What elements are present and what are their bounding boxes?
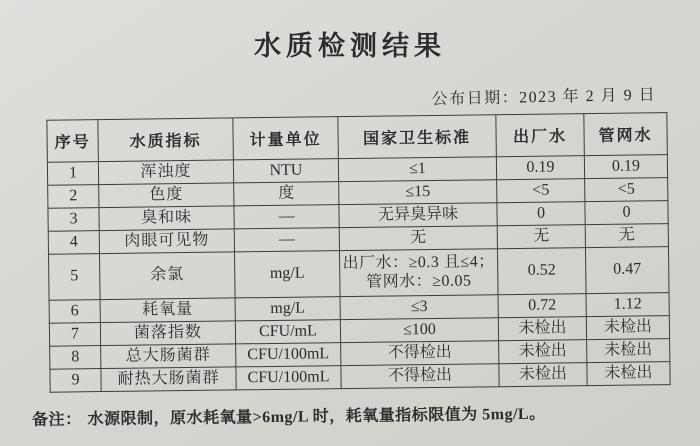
- cell-indicator: 浑浊度: [98, 160, 233, 185]
- cell-unit: —: [234, 228, 339, 252]
- cell-unit: CFU/mL: [235, 320, 340, 344]
- cell-network: 0.47: [585, 247, 669, 294]
- header-network-water: 管网水: [584, 113, 668, 156]
- cell-standard: ≤100: [340, 318, 498, 343]
- cell-indicator: 菌落指数: [100, 321, 235, 346]
- cell-standard: 无异臭异味: [339, 203, 497, 228]
- cell-network: 未检出: [587, 339, 670, 363]
- cell-no: 9: [50, 369, 101, 393]
- cell-network: 1.12: [586, 293, 669, 317]
- cell-no: 2: [48, 185, 99, 209]
- publish-date-value: 2023 年 2 月 9 日: [518, 86, 657, 107]
- cell-factory: 0: [497, 202, 585, 226]
- cell-standard: 不得检出: [341, 364, 499, 389]
- page-title: 水质检测结果: [254, 31, 446, 61]
- water-quality-table: [46, 112, 670, 393]
- cell-factory: 未检出: [499, 363, 587, 387]
- cell-no: 5: [49, 254, 101, 301]
- cell-no: 6: [49, 300, 100, 324]
- header-unit: 计量单位: [233, 117, 339, 160]
- cell-standard: 出厂水：≥0.3 且≤4； 管网水：≥0.05: [339, 249, 498, 297]
- cell-unit: NTU: [233, 159, 338, 183]
- cell-unit: mg/L: [235, 297, 340, 321]
- cell-no: 4: [48, 231, 99, 255]
- cell-network: 0.19: [584, 155, 667, 179]
- cell-indicator: 肉眼可见物: [99, 229, 234, 254]
- cell-network: <5: [585, 178, 668, 202]
- publish-date-label: 公布日期：: [431, 89, 520, 109]
- footnote-label: 备注：: [31, 411, 82, 429]
- cell-network: 未检出: [587, 362, 670, 386]
- cell-factory: 0.72: [498, 294, 586, 318]
- cell-network: 0: [585, 201, 668, 225]
- cell-factory: 0.52: [497, 248, 586, 295]
- cell-factory: 0.19: [496, 156, 584, 180]
- cell-unit: —: [234, 205, 339, 229]
- footnote: [32, 399, 700, 430]
- cell-indicator: 耗氧量: [100, 298, 235, 323]
- cell-indicator: 色度: [99, 183, 234, 208]
- cell-factory: 未检出: [499, 340, 587, 364]
- header-indicator: 水质指标: [98, 118, 234, 162]
- document-body: [0, 84, 700, 431]
- cell-standard: ≤1: [338, 157, 496, 182]
- cell-network: 未检出: [586, 316, 669, 340]
- cell-indicator: 臭和味: [99, 206, 234, 231]
- cell-standard: ≤3: [340, 295, 498, 320]
- cell-no: 1: [47, 162, 98, 186]
- cell-standard: ≤15: [339, 180, 497, 205]
- cell-no: 8: [50, 346, 101, 370]
- cell-no: 7: [49, 323, 100, 347]
- cell-network: 无: [585, 224, 668, 248]
- cell-indicator: 耐热大肠菌群: [101, 367, 236, 392]
- cell-unit: mg/L: [234, 251, 340, 298]
- cell-indicator: 总大肠菌群: [101, 344, 236, 369]
- cell-indicator: 余氯: [100, 252, 236, 300]
- header-no: 序号: [47, 120, 99, 163]
- cell-factory: 未检出: [498, 317, 586, 341]
- header-factory-water: 出厂水: [496, 114, 585, 157]
- cell-standard: 不得检出: [341, 341, 499, 366]
- footnote-text: 水源限制，原水耗氧量>6mg/L 时，耗氧量指标限值为 5mg/L。: [87, 405, 546, 429]
- cell-unit: 度: [234, 182, 339, 206]
- cell-factory: <5: [497, 179, 585, 203]
- header-standard: 国家卫生标准: [338, 115, 497, 159]
- cell-factory: 无: [497, 225, 585, 249]
- cell-standard: 无: [339, 226, 497, 251]
- cell-no: 3: [48, 208, 99, 232]
- table-row: [49, 247, 670, 301]
- cell-unit: CFU/100mL: [236, 366, 341, 390]
- cell-unit: CFU/100mL: [236, 343, 341, 367]
